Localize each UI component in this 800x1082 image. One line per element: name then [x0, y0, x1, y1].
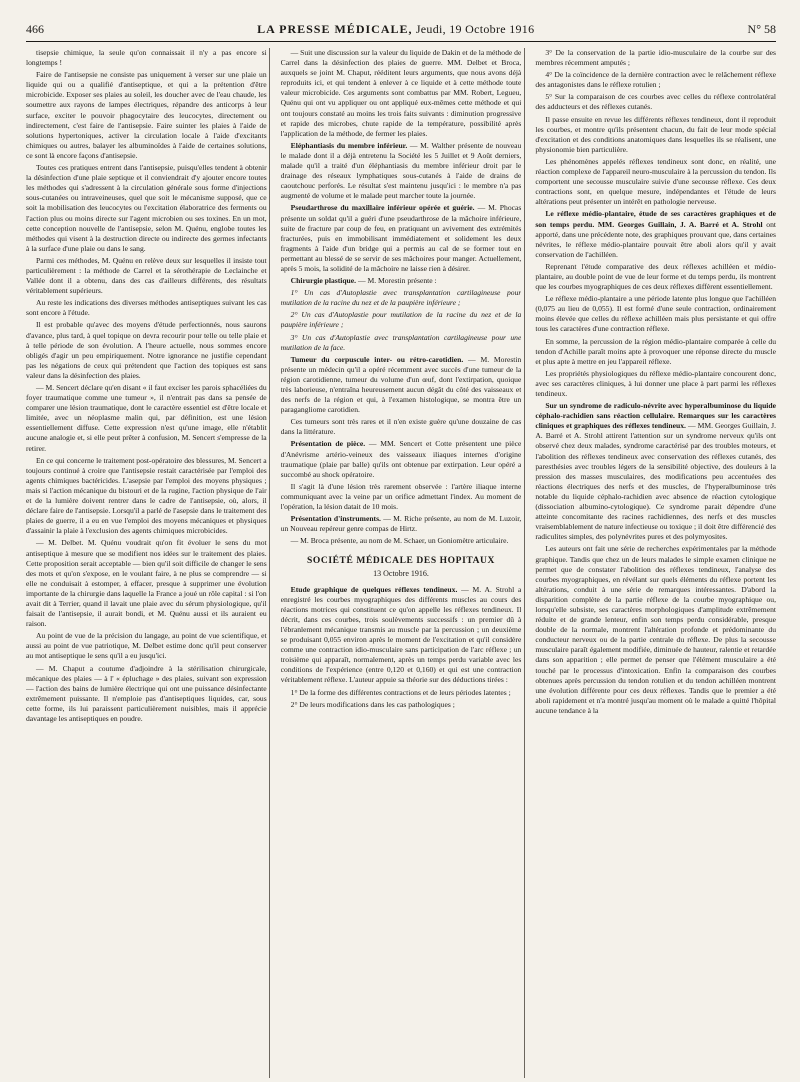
entry-title: Chirurgie plastique. — [290, 276, 357, 286]
paragraph: Au point de vue de la précision du langage, au point de vue scientifique, et aussi au point de vue patriotique, M. Delbet estime donc qu'il peut conserver au mot antiseptique le sens qu'il a eu jusqu'ici. — [26, 631, 267, 661]
issue-date: Jeudi, 19 Octobre 1916 — [415, 22, 535, 36]
entry-paragraph — [281, 514, 522, 534]
paragraph: Il est probable qu'avec des moyens d'étude perfectionnés, nous saurons d'avance, plus tard, à quel topique on devra recourir pour telle ou telle plaie et à telle période de son évolution. A l'heure actuelle, nous sommes encore obligés d'agir un peu empiriquement. Notre ignorance ne justifie cependant pas les négations de ceux qui prétendent que l'action des topiques est sans valeur dans la désinfection des plaies. — [26, 320, 267, 380]
article-intro: ont apporté, dans une précédente note, des graphiques prouvant que, dans certaines névrites, le réflexe médio-plantaire pouvait être aboli alors qu'il y avait conservation de l'achilléen. — [535, 219, 776, 259]
paragraph: En somme, la percussion de la région médio-plantaire comparée à celle du tendon d'Achille paraît moins apte à provoquer une réponse directe du muscle et plus apte à mettre en jeu l'appareil réflexe. — [535, 336, 776, 366]
entry-body: — M. Morestin présente : — [357, 276, 437, 286]
paragraph: En ce qui concerne le traitement post-opératoire des blessures, M. Sencert a toujours continué à croire que l'antisepsie restait caractérisée par l'emploi des agents chimiques bactéricides. L'asepsie par l'emploi des moyens physiques ; mais si l'action mécanique du bistouri et de la rugine, l'action physique de l'air et de la lumière doivent rentrer dans le cadre de l'antisepsie, où, alors, il déclare faire de l'antisepsie. Lorsqu'il a parlé de l'asepsie dans le traitement des plaies de guerre, il a eu en vue l'emploi des moyens mécaniques et physiques d'assainir la plaie à l'exclusion des agents chimiques microbicides. — [26, 455, 267, 536]
entry-body: — M. Phocas présente un soldat qu'il a guéri d'une pseudarthrose de la mâchoire inférieure, suite de fracture par coup de feu, en pratiquant un avivement des extrémités fracturées, puis en immobilisant immédiatement et solidement les deux fragments à l'aide d'un bridge qui a permis au cal de se former tout en permettant au blessé de se servir de ses mâchoires pour manger. Actuellement, après 5 mois, la solidité de la mâchoire ne laisse rien à désirer. — [280, 203, 522, 273]
entry-body: — M. Morestin présente un médecin qu'il a opéré récemment avec succès d'une tumeur de la région carotidienne, tumeur du volume d'un œuf, dont l'extirpation, quoique très laborieuse, n'entraîna heureusement aucun dégât du côté des vaisseaux et des nerfs de la région et qui, à l'examen histologique, se montra être un paragangliome carotidien. — [280, 354, 522, 415]
entry-paragraph — [281, 439, 522, 479]
entry-paragraph — [281, 141, 522, 202]
paragraph: Au reste les indications des diverses méthodes antiseptiques suivant les cas sont encore à l'étude. — [26, 298, 267, 318]
syndrome-article — [535, 401, 776, 542]
entry-title: Eléphantiasis du membre inférieur. — [290, 140, 408, 150]
entry-paragraph — [281, 355, 522, 416]
paragraph: 3° De la conservation de la partie idio-musculaire de la courbe sur des membres récemment amputés ; — [535, 48, 776, 68]
paragraph: — M. Chaput a coutume d'adjoindre à la stérilisation chirurgicale, mécanique des plaies — à l' « épluchage » des plaies, suivant son expression — l'action des bains de lumière électrique qui ont une puissance désinfectante extrêmement puissante. Il n'emploie pas d'antiseptiques liquides, car, sous cette forme, ils lui paraissent particulièrement nuisibles, mais il apprécie davantage les antiseptiques en poudre. — [26, 663, 267, 723]
entry-body: — M. Riche présente, au nom de M. Luzoir, un Nouveau repéreur genre compas de Hirtz. — [280, 514, 522, 534]
paragraph: Parmi ces méthodes, M. Quénu en relève deux sur lesquelles il insiste tout particulièrement : la méthode de Carrel et la sérothérapie de Leclainche et Vallée dont il a obtenu, dans des cas d'ailleurs différents, des résultats véritablement supérieurs. — [26, 255, 267, 296]
entry-paragraph — [281, 700, 522, 710]
entry-body: — MM. Sencert et Cotte présentent une pièce d'Anévrisme artério-veineux des vaisseaux iliaques internes d'origine traumatique (plaie par balle) qu'ils ont obtenue par extirpation. Leur opéré a succombé au shock opératoire. — [280, 439, 522, 479]
society-entries-continued — [281, 355, 522, 547]
paragraph: Les propriétés physiologiques du réflexe médio-plantaire concourent donc, avec ses caractères cliniques, à lui donner une place à part parmi les réflexes tendineux. — [535, 368, 776, 398]
article-authors: MM. Georges Guillain, J. A. Barré et A. Strohl — [597, 219, 763, 229]
discussion-paragraphs — [281, 48, 522, 139]
issue-number: N° 58 — [747, 22, 776, 36]
paragraph: tisepsie chimique, la seule qu'on connaissait il n'y a pas encore si longtemps ! — [26, 48, 267, 68]
entry-paragraph — [281, 536, 522, 546]
section-body — [281, 585, 522, 710]
entry-paragraph — [281, 688, 522, 698]
article-columns — [26, 48, 776, 1078]
paragraph: Faire de l'antisepsie ne consiste pas uniquement à verser sur une plaie un liquide qui ou a qualifié d'antiseptique, et qui a la prétention d'être microbicide. Exposer ses plaies au soleil, les doucher avec de l'eau chaude, les soumettre aux rayons de lampes électriques, répandre des anticorps à leur surface, exciter le pouvoir phagocytaire des leucocytes, directement ou indirectement, c'est faire de l'antisepsie. Faire suinter les plaies à l'aide de solutions hypertoniques, activer la circulation locale à l'aide d'excitants chimiques ou autres, balayer les albuminoïdes à l'aide de certaines solutions, ce sont là encore façons d'antisepsie. — [26, 70, 267, 160]
paragraph: 2° Un cas d'Autoplastie pour mutilation de la racine du nez et de la paupière inférieure ; — [280, 310, 522, 330]
entry-body: — M. Walther présente de nouveau le malade dont il a déjà entretenu la Société les 5 Juillet et 9 Août derniers, malade qu'il a traité d'un éléphantiasis du membre inférieur droit par le drainage des réseaux lymphatiques sous-cutanés à l'aide de drains de caoutchouc perforés. Le résultat s'est maintenu jusqu'ici : le membre n'a pas augmenté de volume et le malade peut marcher toute la journée. — [280, 140, 522, 201]
journal-masthead — [257, 22, 534, 37]
paragraph: — Suit une discussion sur la valeur du liquide de Dakin et de la méthode de Carrel dans la désinfection des plaies de guerre. MM. Delbet et Broca, auxquels se joint M. Chaput, rééditent leurs arguments, que nous avons déjà reproduits ici, et qui tendent à enlever à ce liquide et à cette méthode toute valeur microbicide. Ces arguments sont combattus par MM. Robert, Legueu, Quénu qui ont vu appliquer ou ont appliqué eux-mêmes cette méthode et qui ont toujours constaté au moins les trois faits suivants : diminution progressive et rapide des microbes, chute rapide de la température, possibilité après l'application de la méthode, de fermer les plaies. — [280, 48, 522, 138]
reflex-study-conclusion — [535, 48, 776, 207]
paragraph: 4° De la coïncidence de la dernière contraction avec le relâchement réflexe des antagonistes dans le réflexe rotulien ; — [535, 70, 776, 90]
paragraph: Reprenant l'étude comparative des deux réflexes achilléen et médio-plantaire, au double point de vue de leur forme et du temps perdu, ils montrent que les courbes myographiques de ces deux réflexes diffèrent essentiellement. — [535, 261, 776, 292]
paragraph: Le réflexe médio-plantaire a une période latente plus longue que l'achilléen (0,075 au lieu de 0,055). Il est formé d'une seule contraction, ordinairement moins élevée que celles du réflexe achilléen mais plus persistante et qui offre tous les caractères d'une contraction réflexe. — [535, 294, 776, 334]
medio-plantar-title — [535, 209, 776, 259]
column-middle — [281, 48, 522, 1078]
column-divider — [524, 48, 525, 1078]
entry-body: 1° De la forme des différentes contractions et de leurs périodes latentes ; — [290, 687, 511, 697]
page-header — [26, 22, 776, 42]
paragraph: Les auteurs ont fait une série de recherches expérimentales par la méthode graphique. Tandis que chez un de leurs malades le simple examen clinique ne permet que de constater l'abolition des réflexes tendineux, l'analyse des courbes myographiques, en révélant sur quels éléments du réflexe portent les altérations, conduit à une série de remarques intéressantes. D'abord la disparition complète de la partie réflexe de la courbe myographique ou, lorsqu'elle subsiste, ses caractères morphologiques d'amplitude extrêmement réduite et de grande lenteur, enfin son temps perdu considérable, presque double de la normale, montrent l'altération profonde et prédominante du conducteur nerveux ou de la partie centrale du réflexe. De plus la secousse musculaire paraît également modifiée, diminuée de hauteur, ralentie et retardée dans son apparition ; elle permet de penser que l'élément musculaire a été touché par le processus d'intoxication. Enfin la comparaison des courbes obtenues après percussion du tendon rotulien et du tendon achilléen montrent une évolution différente pour ces deux réflexes. Tandis que le premier a été aboli rapidement et n'a montré jusqu'au moment où le malade a quitté l'hôpital aucune tendance à la — [535, 544, 776, 715]
entry-paragraph — [281, 482, 522, 512]
paragraph: — M. Delbet. M. Quénu voudrait qu'on fit évoluer le sens du mot antiseptique à mesure que se modifient nos idées sur le traitement des plaies. Cette proposition serait acceptable — bien qu'il soit difficile de changer le sens des mots et qu'on s'expose, en le voulant faire, à ne plus se comprendre — si elle ne conduisait à estomper, à effacer, presque à supprimer une évolution importante de la chirurgie dans laquelle la France a joué un rôle capital : si l'on avait dit à Terrier, quand il lavait une plaie avec du sérum physiologique, qu'il faisait de l'antisepsie, il aurait bondi, et M. Quénu aussi et ils auraient eu raison. — [26, 538, 267, 629]
entry-title: Présentation d'instruments. — [290, 514, 381, 524]
entry-paragraph — [281, 203, 522, 274]
entry-body: Ces tumeurs sont très rares et il n'en existe guère qu'une douzaine de cas dans la littérature. — [280, 417, 522, 437]
paragraph: 5° Sur la comparaison de ces courbes avec celles du réflexe controlatéral des adducteurs et des réflexes cutanés. — [535, 92, 776, 112]
entry-body: — M. A. Strohl a enregistré les courbes myographiques des différents muscles au cours des réactions motrices qui constituent ce qu'on appelle les réflexes tendineux. Il décrit, dans ces courbes, trois soulèvements successifs : un premier dû à l'ébranlement mécanique transmis au muscle par la percussion ; un deuxième se produisant 0,055 environ après le moment de l'excitation et qu'il considère comme une contraction idio-musculaire sans participation de l'arc réflexe ; un troisième qui apparaît, normalement, après un temps perdu variable avec les conditions de l'expérience (entre 0,120 et 0,160) et qui est une contraction véritablement réflexe. L'auteur appuie sa théorie sur des déductions tirées : — [280, 584, 522, 685]
column-right — [535, 48, 776, 1078]
entry-paragraph — [281, 417, 522, 437]
entry-title: Etude graphique de quelques réflexes tendineux. — [290, 584, 458, 594]
plastic-surgery-list — [281, 288, 522, 353]
society-entries — [281, 141, 522, 286]
article-title: Le réflexe médio-plantaire, étude de ses caractères graphiques et de son temps perdu. — [535, 209, 776, 229]
paragraph: — M. Sencert déclare qu'en disant « il faut exciser les parois sphacéliées du foyer traumatique comme une tumeur », il n'entrait pas dans sa pensée de comparer une lésion traumatique, dont le caractère essentiel est d'être locale et limitée, avec un néoplasme malin qui, par définition, est une lésion essentiellement diffuse. Cette expression n'est qu'une image, elle n'établit aucune analogie et, si elle peut prêter à confusion, M. Sencert s'empresse de la retirer. — [26, 383, 267, 453]
article-title: Sur un syndrome de radiculo-névrite avec hyperalbuminose du liquide céphalo-rachidien sans réaction cellulaire. Remarques sur les caractères cliniques et graphiques des réflexes tendineux. — [535, 401, 776, 431]
entry-body: Il s'agit là d'une lésion très rarement observée : l'artère iliaque interne communiquant avec la veine par un orifice admettant l'index. Au moment de l'opération, la lésion datait de 10 mois. — [280, 481, 522, 512]
section-heading: SOCIÉTÉ MÉDICALE DES HOPITAUX — [306, 556, 495, 567]
section-date: 13 Octobre 1916. — [373, 568, 429, 578]
entry-paragraph — [281, 276, 522, 286]
entry-body: — M. Broca présente, au nom de M. Schaer, un Goniomètre articulaire. — [290, 536, 509, 546]
paragraph: 3° Un cas d'Autoplastie avec transplantation cartilagineuse pour une mutilation de la face. — [280, 332, 522, 352]
entry-title: Tumeur du corpuscule inter- ou rétro-carotidien. — [290, 354, 464, 364]
paragraph: Toutes ces pratiques entrent dans l'antisepsie, puisqu'elles tendent à obtenir la désinfection d'une plaie septique et il conviendrait d'y ajouter encore toutes les méthodes qui s'adressent à la circulation générale sous forme d'injections sous-cutanées ou intraveineuses, quel que soit le mécanisme supposé, que ce soit la mobilisation des leucocytes ou l'excitation élaboratrice des ferments ou l'action plus ou moins directe sur l'agent microbien ou ses toxines. En un mot, cette conception nouvelle de l'antisepsie, selon M. Quénu, englobe toutes les méthodes qui visent à la destruction directe ou indirecte des germes infectants à la surface d'une plaie ou dans le sang. — [26, 163, 267, 253]
paragraph: Les phénomènes appelés réflexes tendineux sont donc, en réalité, une réaction complexe de l'appareil neuro-musculaire à la percussion du tendon. Ils comportent une secousse musculaire suivie d'une secousse réflexe. Ces deux contractions sont, en quelque mesure, indépendantes et l'étude de leurs altérations peut présenter un intérêt en pathologie nerveuse. — [535, 156, 776, 207]
entry-title: Pseudarthrose du maxillaire inférieur opérée et guérie. — [290, 203, 475, 213]
paragraph: 1° Un cas d'Autoplastie avec transplantation cartilagineuse pour mutilation de la racine du nez et de la paupière inférieure ; — [280, 288, 522, 308]
entry-body: 2° De leurs modifications dans les cas pathologiques ; — [290, 699, 455, 709]
entry-title: Présentation de pièce. — [290, 439, 366, 449]
paragraph: Il passe ensuite en revue les différents réflexes tendineux, dont il reproduit les courbes, et montre qu'ils présentent chacun, du fait de leur mode spécial d'excitation et des conditions anatomiques dans lesquelles ils se réalisent, une physionomie bien particulière. — [535, 114, 776, 154]
medio-plantar-body — [535, 262, 776, 399]
column-left — [26, 48, 267, 1078]
syndrome-body — [535, 544, 776, 716]
article-intro: — MM. Georges Guillain, J. A. Barré et A. Strohl attirent l'attention sur un syndrome nerveux qu'ils ont observé chez deux malades, syndrome caractérisé par des troubles moteurs, et l'abolition des réflexes tendineux avec conservation des réflexes cutanés, des paresthésies avec troubles légers de la sensibilité objective, des douleurs à la pression des masses musculaires, des modifications peu accentuées des réactions électriques des nerfs et des muscles, de l'hyperalbuminose très notable du liquide céphalo-rachidien avec absence de réaction cytologique (dissociation albumino-cytologique). Ce syndrome parait dépendre d'une atteinte concomitante des racines rachidiennes, des nerfs et des muscles vraisemblablement de nature infectieuse ou toxique ; il doit être différencié des radiculites simples, des polynévrites pures et des polymyosites. — [535, 421, 776, 542]
page-number: 466 — [26, 22, 44, 36]
column-divider — [269, 48, 270, 1078]
entry-paragraph — [281, 585, 522, 686]
journal-title: LA PRESSE MÉDICALE, — [257, 22, 413, 36]
